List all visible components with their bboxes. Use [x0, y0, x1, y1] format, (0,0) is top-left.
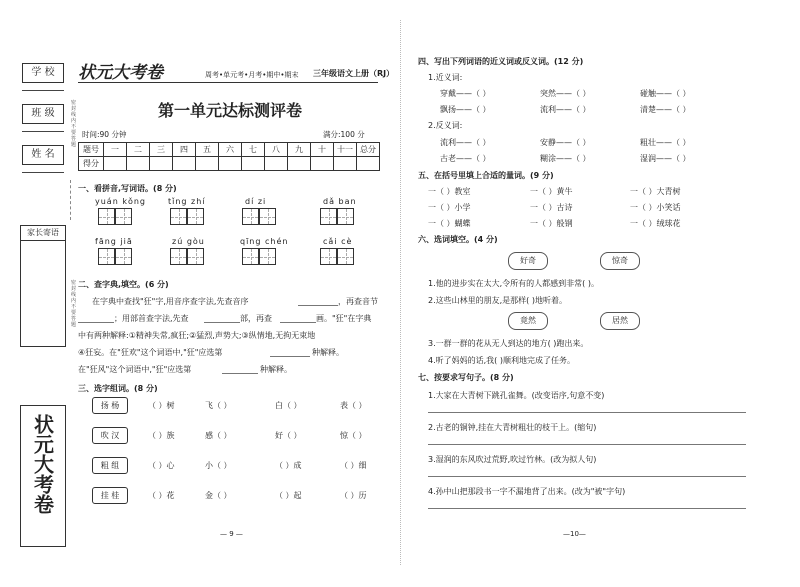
word-item[interactable]: 古老——（ ）: [440, 154, 491, 163]
class-line: [22, 131, 64, 132]
word-blank[interactable]: 表（ ）: [340, 401, 367, 410]
score-input[interactable]: [150, 157, 173, 171]
q7-item: 1.大家在大青树下跳孔雀舞。(改变语序,句意不变): [428, 391, 605, 400]
word-blank[interactable]: （ ）心: [148, 461, 175, 470]
q3-title: 三、选字组词。(8 分): [78, 384, 158, 393]
header-rule: [78, 82, 378, 83]
word-blank[interactable]: 惊（ ）: [340, 431, 367, 440]
measure-item[interactable]: 一（ ）古诗: [530, 203, 573, 212]
q4-sub: 1.近义词:: [428, 73, 463, 82]
word-blank[interactable]: 感（ ）: [205, 431, 232, 440]
blank[interactable]: [280, 322, 316, 323]
measure-item[interactable]: 一（ ）绒球花: [630, 219, 681, 228]
char-pair: 挂 桂: [92, 487, 128, 504]
q2-title: 二、查字典,填空。(6 分): [78, 280, 169, 289]
q7-title: 七、按要求写句子。(8 分): [418, 373, 514, 382]
score-header-cell: 一: [104, 143, 127, 157]
q2-text: ④狂妄。在"狂欢"这个词语中,"狂"应选第: [78, 348, 223, 357]
q7-item: 2.古老的铜钟,挂在大青树粗壮的枝干上。(缩句): [428, 423, 597, 432]
char-pair: 扬 杨: [92, 397, 128, 414]
score-input[interactable]: [288, 157, 311, 171]
q4-title: 四、写出下列词语的近义词或反义词。(12 分): [418, 57, 584, 66]
score-header-cell: 二: [127, 143, 150, 157]
score-input[interactable]: [334, 157, 357, 171]
measure-item[interactable]: 一（ ）大青树: [630, 187, 681, 196]
measure-item[interactable]: 一（ ）小笑话: [630, 203, 681, 212]
q2-text: 种解释。: [260, 365, 292, 374]
score-input[interactable]: [242, 157, 265, 171]
score-header-cell: 十: [311, 143, 334, 157]
answer-grid[interactable]: [259, 208, 276, 225]
word-blank[interactable]: 小（ ）: [205, 461, 232, 470]
parent-note-box: [20, 225, 66, 347]
answer-grid[interactable]: [242, 208, 259, 225]
word-blank[interactable]: （ ）细: [340, 461, 367, 470]
pinyin: cǎi cè: [323, 237, 353, 246]
answer-grid[interactable]: [98, 208, 115, 225]
word-item[interactable]: 穿戴——（ ）: [440, 89, 491, 98]
blank[interactable]: [204, 322, 240, 323]
word-item[interactable]: 清楚——（ ）: [640, 105, 691, 114]
blank[interactable]: [78, 322, 114, 323]
q2-text: 画。"狂"在字典: [316, 314, 372, 323]
score-header-cell: 三: [150, 143, 173, 157]
answer-line[interactable]: [428, 444, 746, 445]
answer-line[interactable]: [428, 508, 746, 509]
brand-box: [20, 405, 66, 547]
score-row-label: 得分: [79, 157, 104, 171]
score-input[interactable]: [104, 157, 127, 171]
word-blank[interactable]: （ ）历: [340, 491, 367, 500]
q2-text: 中有两种解释:①精神失常,疯狂;②猛烈,声势大;③纵情地,无拘无束地: [78, 331, 316, 340]
q2-text: 种解释。: [312, 348, 344, 357]
seal-note-bottom: 密封线内不要答题: [71, 280, 77, 328]
pinyin: zú gòu: [172, 237, 205, 246]
word-blank[interactable]: 飞（ ）: [205, 401, 232, 410]
word-item[interactable]: 流利——（ ）: [440, 138, 491, 147]
q2-text: 部，再查: [240, 314, 272, 323]
word-blank[interactable]: （ ）树: [148, 401, 175, 410]
q5-title: 五、在括号里填上合适的量词。(9 分): [418, 171, 554, 180]
binding-strip: [0, 0, 92, 587]
score-input[interactable]: [127, 157, 150, 171]
answer-grid[interactable]: [115, 208, 132, 225]
word-item[interactable]: 湿润——（ ）: [640, 154, 691, 163]
q6-sentence[interactable]: 2.这些山林里的朋友,是那样( )地听着。: [428, 296, 567, 305]
answer-grid[interactable]: [115, 248, 132, 265]
brand-vertical: 状元大考卷: [30, 414, 55, 514]
score-header-cell: 四: [173, 143, 196, 157]
school-line: [22, 90, 64, 91]
word-option: 居然: [600, 312, 640, 330]
score-header-cell: 八: [265, 143, 288, 157]
word-blank[interactable]: 金（ ）: [205, 491, 232, 500]
answer-grid[interactable]: [170, 248, 187, 265]
page-number-left: — 9 —: [220, 530, 243, 538]
page-title: 第一单元达标测评卷: [157, 101, 302, 120]
score-header-cell: 六: [219, 143, 242, 157]
answer-grid[interactable]: [98, 248, 115, 265]
score-input[interactable]: [311, 157, 334, 171]
q2-text: 在字典中查找"狂"字,用音序查字法,先查音序: [92, 297, 249, 306]
word-blank[interactable]: 好（ ）: [275, 431, 302, 440]
score-header-cell: 七: [242, 143, 265, 157]
measure-item[interactable]: 一（ ）蝴蝶: [428, 219, 471, 228]
measure-item[interactable]: 一（ ）黄牛: [530, 187, 573, 196]
seal-note-top: 密封线内不要答题: [71, 100, 77, 148]
word-option: 竟然: [508, 312, 548, 330]
word-blank[interactable]: （ ）成: [275, 461, 302, 470]
answer-grid[interactable]: [170, 208, 187, 225]
pinyin: qīng chén: [240, 237, 289, 246]
answer-grid[interactable]: [259, 248, 276, 265]
q7-item: 4.孙中山把那段书一字不漏地背了出来。(改为"被"字句): [428, 487, 626, 496]
pinyin: dí zi: [245, 197, 267, 206]
word-item[interactable]: 流利——（ ）: [540, 105, 591, 114]
score-input[interactable]: [196, 157, 219, 171]
score-input[interactable]: [357, 157, 380, 171]
answer-grid[interactable]: [187, 248, 204, 265]
blank[interactable]: [270, 356, 310, 357]
char-pair: 吹 汉: [92, 427, 128, 444]
char-pair: 粗 组: [92, 457, 128, 474]
grade-label: 三年级语文上册（RJ）: [313, 69, 395, 78]
seal-dash: [70, 180, 71, 220]
word-item[interactable]: 突然——（ ）: [540, 89, 591, 98]
word-item[interactable]: 安静——（ ）: [540, 138, 591, 147]
score-input[interactable]: [219, 157, 242, 171]
measure-item[interactable]: 一（ ）教室: [428, 187, 471, 196]
score-header-cell: 九: [288, 143, 311, 157]
answer-grid[interactable]: [320, 208, 337, 225]
pinyin: dǎ ban: [323, 197, 357, 206]
pinyin: tǐng zhí: [168, 197, 206, 206]
q2-text: ，再查音节: [338, 297, 378, 306]
score-header-cell: 十一: [334, 143, 357, 157]
word-item[interactable]: 粗壮——（ ）: [640, 138, 691, 147]
score-table: [78, 142, 380, 171]
q1-title: 一、看拼音,写词语。(8 分): [78, 184, 177, 193]
score-header-cell: 总分: [357, 143, 380, 157]
answer-grid[interactable]: [187, 208, 204, 225]
score-input[interactable]: [265, 157, 288, 171]
pinyin: fāng jiā: [95, 237, 133, 246]
q2-text: 在"狂风"这个词语中,"狂"应选第: [78, 365, 192, 374]
q4-sub: 2.反义词:: [428, 121, 463, 130]
word-option: 惊奇: [600, 252, 640, 270]
parent-note-label: 家长寄语: [21, 226, 65, 241]
score-input[interactable]: [173, 157, 196, 171]
measure-item[interactable]: 一（ ）般钢: [530, 219, 573, 228]
word-blank[interactable]: （ ）族: [148, 431, 175, 440]
answer-grid[interactable]: [320, 248, 337, 265]
score-header-cell: 五: [196, 143, 219, 157]
word-blank[interactable]: （ ）起: [275, 491, 302, 500]
word-item[interactable]: 糊涂——（ ）: [540, 154, 591, 163]
q6-sentence[interactable]: 3.一群一群的花从无人到达的地方( )跑出来。: [428, 339, 589, 348]
series-label: 周考•单元考•月考•期中•期末: [205, 71, 299, 79]
word-blank[interactable]: （ ）花: [148, 491, 175, 500]
class-label: 班 级: [22, 104, 64, 124]
q6-title: 六、选词填空。(4 分): [418, 235, 498, 244]
school-label: 学 校: [22, 63, 64, 83]
page-divider: [400, 20, 401, 565]
measure-item[interactable]: 一（ ）小学: [428, 203, 471, 212]
word-item[interactable]: 飘扬——（ ）: [440, 105, 491, 114]
full-score-label: 满分:100 分: [323, 130, 365, 139]
q6-sentence[interactable]: 4.听了妈妈的话,我( )顺利地完成了任务。: [428, 356, 575, 365]
q2-text: ；用部首查字法,先查: [114, 314, 189, 323]
name-line: [22, 172, 64, 173]
answer-grid[interactable]: [337, 248, 354, 265]
time-label: 时间:90 分钟: [82, 130, 127, 139]
score-header-cell: 题号: [79, 143, 104, 157]
pinyin: yuán kǒng: [95, 197, 146, 206]
blank[interactable]: [298, 305, 338, 306]
answer-line[interactable]: [428, 412, 746, 413]
answer-grid[interactable]: [337, 208, 354, 225]
page-number-right: —10—: [563, 530, 586, 538]
word-item[interactable]: 碰触——（ ）: [640, 89, 691, 98]
q7-item: 3.湿润的东风吹过荒野,吹过竹林。(改为拟人句): [428, 455, 597, 464]
q6-sentence[interactable]: 1.他的进步实在太大,令所有的人都感到非常( )。: [428, 279, 599, 288]
word-blank[interactable]: 白（ ）: [275, 401, 302, 410]
blank[interactable]: [222, 373, 258, 374]
answer-grid[interactable]: [242, 248, 259, 265]
word-option: 好奇: [508, 252, 548, 270]
name-label: 姓 名: [22, 145, 64, 165]
logo: 状元大考卷: [78, 63, 163, 83]
answer-line[interactable]: [428, 476, 746, 477]
